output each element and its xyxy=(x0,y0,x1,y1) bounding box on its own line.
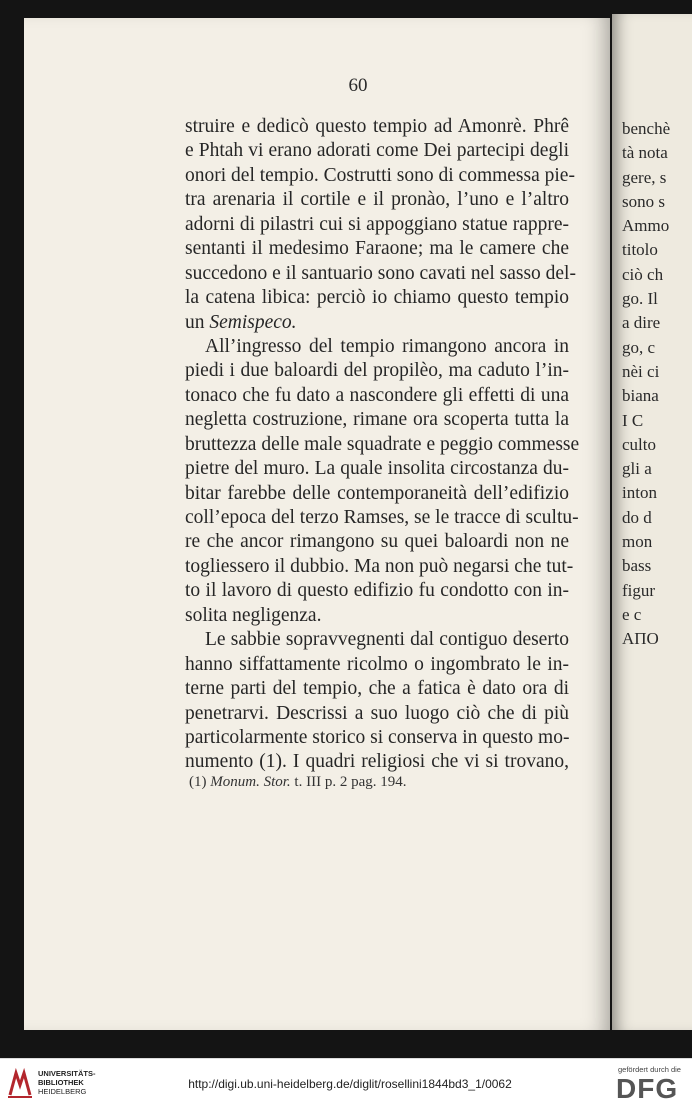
right-page-line: go, c xyxy=(622,337,656,357)
footnote xyxy=(189,774,569,791)
right-page-line: nèi ci xyxy=(622,361,660,381)
text-line: succedono e il santuario sono cavati nel sasso del- xyxy=(185,262,576,284)
text-line xyxy=(185,311,569,335)
dfg-logo: DFG xyxy=(616,1073,679,1104)
library-name xyxy=(38,1069,96,1096)
right-page-line: gli a xyxy=(622,459,652,479)
library-name-line-2: BIBLIOTHEK xyxy=(38,1078,84,1087)
text-line: tonaco che fu dato a nascondere gli effetti di una xyxy=(185,384,569,406)
right-page-line: biana xyxy=(622,386,659,406)
text-line: hanno siffattamente ricolmo o ingombrato le in- xyxy=(185,653,569,675)
right-page-line: e c xyxy=(622,604,642,624)
text-line: negletta costruzione, rimane ora scoperta tutta la xyxy=(185,409,569,431)
text-line: particolarmente storico si conserva in questo mo- xyxy=(185,726,570,748)
text-line: bitar farebbe delle contemporaneità dell’edifizio xyxy=(185,482,569,504)
text-line: sentanti il medesimo Faraone; ma le camere che xyxy=(185,238,569,260)
text-line: coll’epoca del terzo Ramses, se le tracce di scultu- xyxy=(185,507,579,528)
funded-by-label: gefördert durch die xyxy=(618,1065,681,1074)
right-page-line: I C xyxy=(622,410,644,430)
right-page-line: gere, s xyxy=(622,167,667,187)
library-name-line-3: HEIDELBERG xyxy=(38,1087,87,1096)
text-line: to il lavoro di questo edifizio fu condotto con in- xyxy=(185,580,569,602)
right-page-line: figur xyxy=(622,580,656,600)
footnote-marker: (1) xyxy=(189,774,207,790)
text-line: tra arenaria il cortile e il pronào, l’uno e l’altro xyxy=(185,189,569,211)
text-line: terne parti del tempio, che a fatica è dato ora di xyxy=(185,678,569,700)
text-line-plain: un xyxy=(185,311,210,333)
right-page-line: go. Il xyxy=(622,289,658,309)
right-page-line: inton xyxy=(622,483,657,503)
text-line: All’ingresso del tempio rimangono ancora in xyxy=(205,335,569,357)
right-page-line: ΑΠΟ xyxy=(622,629,659,649)
university-logo-icon xyxy=(6,1067,34,1099)
text-line: togliessero il dubbio. Ma non può negarsi che tut- xyxy=(185,555,574,577)
right-page-line: ciò ch xyxy=(622,264,664,284)
right-page-line: bass xyxy=(622,556,652,576)
right-page-text xyxy=(622,117,692,652)
right-page-line: mon xyxy=(622,532,653,552)
text-line: onori del tempio. Costrutti sono di commessa pie- xyxy=(185,164,575,186)
right-page-line: benchè xyxy=(622,119,671,138)
text-line: Le sabbie sopravvegnenti dal contiguo deserto xyxy=(205,629,569,651)
text-line: bruttezza delle male squadrate e peggio commesse xyxy=(185,433,580,455)
permalink-url[interactable]: http://digi.ub.uni-heidelberg.de/diglit/rosellini1844bd3_1/0062 xyxy=(188,1077,512,1091)
text-line: struire e dedicò questo tempio ad Amonrè. Phrê xyxy=(185,116,569,137)
viewer-footer xyxy=(0,1058,692,1109)
text-line: adorni di pilastri cui si appoggiano statue rappre- xyxy=(185,213,569,235)
footnote-italic: Monum. Stor. xyxy=(210,774,291,790)
right-page-line: titolo xyxy=(622,240,658,260)
right-page-line: a dire xyxy=(622,313,661,333)
right-page-line: Ammo xyxy=(622,216,670,236)
right-page-line: tà nota xyxy=(622,143,668,163)
library-name-line-1: UNIVERSITÄTS- xyxy=(38,1069,96,1078)
text-line: re che ancor rimangono su quei baloardi non ne xyxy=(185,531,569,553)
text-line: la catena libica: perciò io chiamo questo tempio xyxy=(185,287,569,309)
footnote-rest: t. III p. 2 pag. 194. xyxy=(294,774,407,790)
text-line: piedi i due baloardi del propilèo, ma caduto l’in- xyxy=(185,360,569,382)
text-line: e Phtah vi erano adorati come Dei partecipi degli xyxy=(185,140,569,162)
right-page-line: sono s xyxy=(622,191,665,211)
text-line-italic: Semispeco. xyxy=(209,311,297,333)
page-number: 60 xyxy=(348,75,368,96)
text-line: pietre del muro. La quale insolita circostanza du- xyxy=(185,458,569,480)
right-page-line: do d xyxy=(622,507,652,527)
text-line: solita negligenza. xyxy=(185,604,322,626)
text-line: numento (1). I quadri religiosi che vi si trovano, xyxy=(185,751,569,773)
text-line: penetrarvi. Descrissi a suo luogo ciò che di più xyxy=(185,702,569,724)
body-text xyxy=(185,115,580,775)
right-page-line: culto xyxy=(622,434,656,454)
